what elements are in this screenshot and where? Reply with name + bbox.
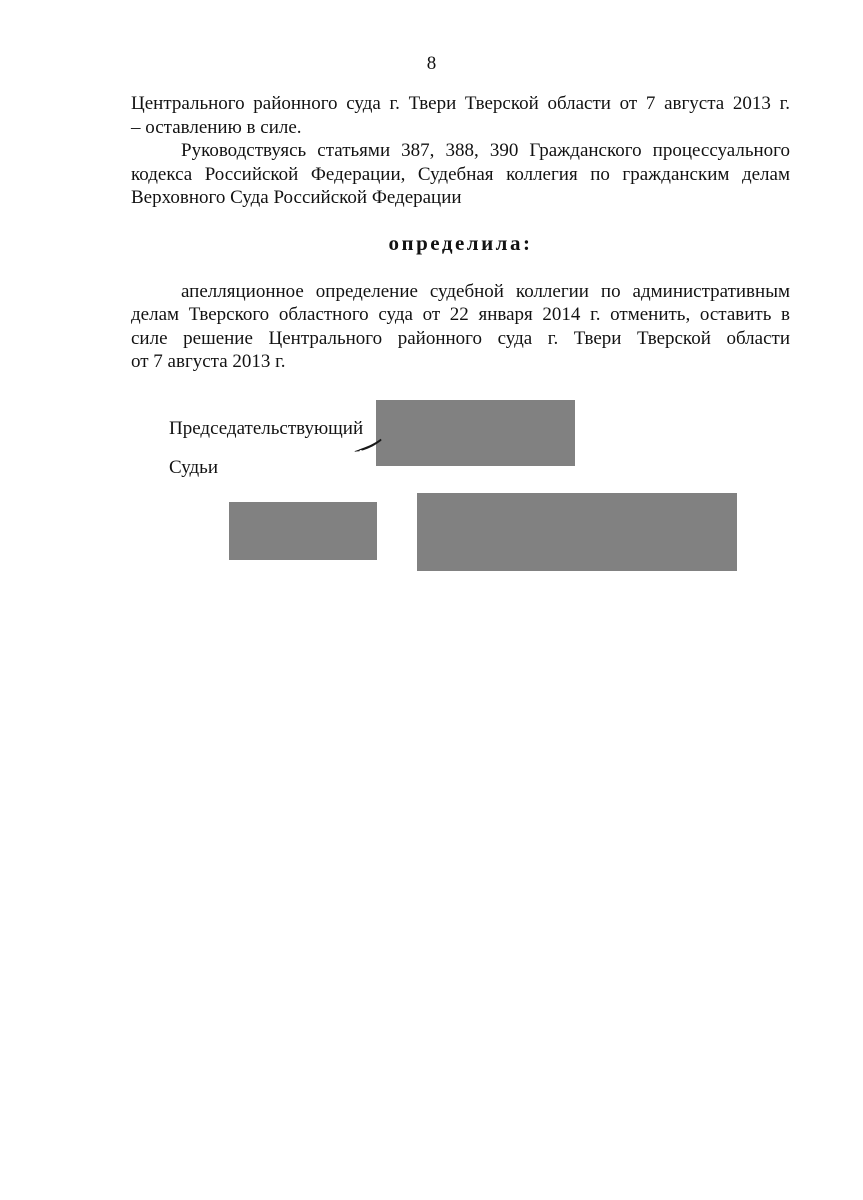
text-line: Центрального районного суда г. Твери Тверской области от 7 августа 2013 г. bbox=[131, 93, 790, 114]
redaction-box-chair-signature bbox=[376, 400, 575, 466]
decree-heading: определила: bbox=[388, 230, 533, 255]
text-line: от 7 августа 2013 г. bbox=[131, 351, 286, 372]
text-line: кодекса Российской Федерации, Судебная коллегия по гражданским делам bbox=[131, 163, 790, 185]
text-line: делам Тверского областного суда от 22 января 2014 г. отменить, оставить в bbox=[131, 304, 790, 325]
paragraph-decision bbox=[131, 280, 790, 374]
document-body bbox=[131, 92, 790, 374]
presiding-judge-label: Председательствующий bbox=[169, 418, 364, 439]
text-line: апелляционное определение судебной коллегии по административным bbox=[181, 280, 790, 302]
judges-label: Судьи bbox=[169, 457, 219, 478]
text-line: Верховного Суда Российской Федерации bbox=[131, 187, 462, 208]
paragraph-continuation bbox=[131, 92, 790, 139]
redaction-box-judge-signature-left bbox=[229, 502, 377, 560]
page-number: 8 bbox=[426, 53, 437, 74]
signature-stroke-icon bbox=[352, 437, 382, 455]
redaction-box-judge-signature-right bbox=[417, 493, 737, 571]
text-line: – оставлению в силе. bbox=[131, 116, 302, 138]
text-line: силе решение Центрального районного суда г. Твери Тверской области bbox=[131, 327, 790, 349]
paragraph-ruling-basis bbox=[131, 139, 790, 210]
text-line: Руководствуясь статьями 387, 388, 390 Гражданского процессуального bbox=[181, 140, 790, 161]
